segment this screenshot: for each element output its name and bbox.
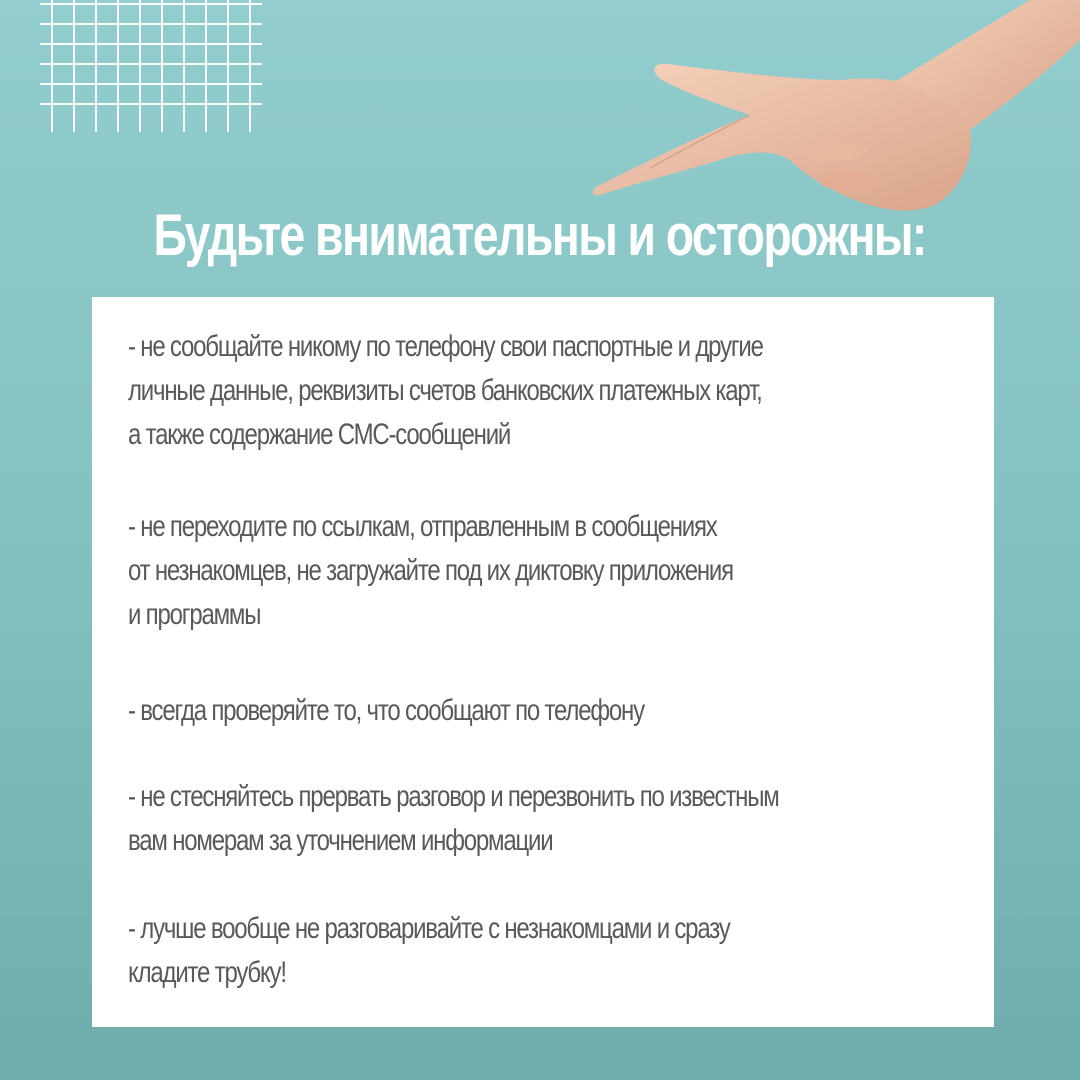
tip-1	[128, 325, 921, 457]
tip-line: кладите трубку!	[128, 956, 286, 989]
tip-line: - не сообщайте никому по телефону свои паспортные и другие	[128, 330, 763, 363]
tips-card	[92, 297, 994, 1027]
tip-2	[128, 505, 884, 637]
grid-pattern-icon	[40, 0, 262, 132]
tip-line: личные данные, реквизиты счетов банковских платежных карт,	[128, 374, 762, 407]
tip-line: а также содержание СМС-сообщений	[128, 418, 511, 451]
tip-3	[128, 689, 773, 733]
tip-line: - всегда проверяйте то, что сообщают по телефону	[128, 694, 644, 727]
tip-4	[128, 775, 941, 863]
tip-line: - не стесняйтесь прервать разговор и перезвонить по известным	[128, 780, 779, 813]
title-text: Будьте внимательны и осторожны:	[153, 203, 927, 268]
tip-5	[128, 907, 880, 995]
tip-line: - лучше вообще не разговаривайте с незнакомцами и сразу	[128, 912, 730, 945]
tip-line: и программы	[128, 598, 261, 631]
tip-line: - не переходите по ссылкам, отправленным в сообщениях	[128, 510, 717, 543]
tip-line: от незнакомцев, не загружайте под их диктовку приложения	[128, 554, 733, 587]
page-title	[0, 196, 1080, 276]
tip-line: вам номерам за уточнением информации	[128, 824, 553, 857]
pointing-hand-icon	[590, 0, 1080, 215]
